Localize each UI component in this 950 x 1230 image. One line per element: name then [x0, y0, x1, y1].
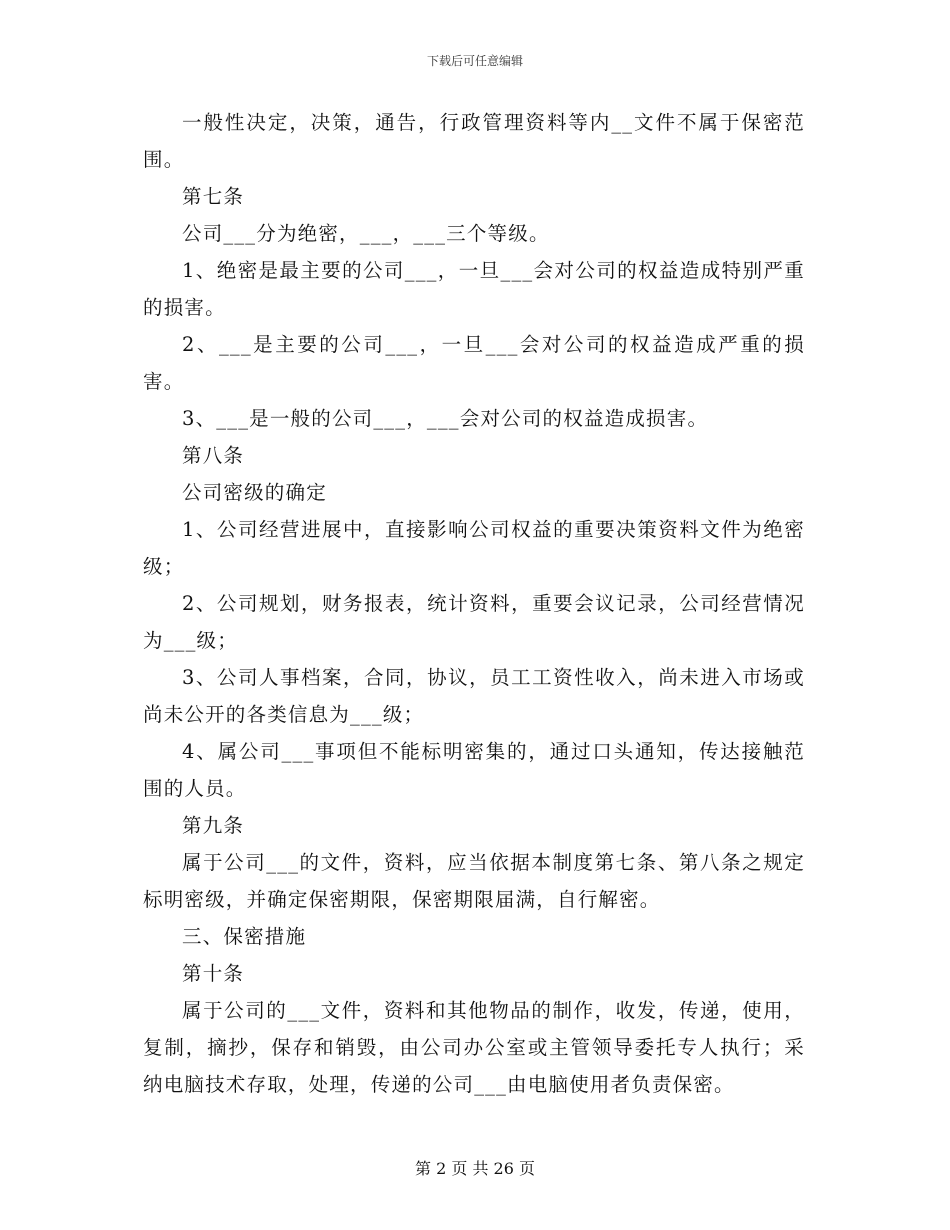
article-9-heading: 第九条: [182, 814, 245, 837]
list-item: 3、___是一般的公司___，___会对公司的权益造成损害。: [182, 407, 709, 430]
paragraph: 公司___分为绝密，___，___三个等级。: [182, 222, 550, 245]
list-item: 1、公司经营进展中，直接影响公司权益的重要决策资料文件为绝密级；: [143, 518, 805, 578]
list-item: 3、公司人事档案，合同，协议，员工工资性收入，尚未进入市场或尚未公开的各类信息为___级；: [143, 666, 805, 726]
article-10-heading: 第十条: [182, 962, 245, 985]
list-item: 4、属公司___事项但不能标明密集的，通过口头通知，传达接触范围的人员。: [143, 740, 805, 800]
list-item: 2、___是主要的公司___，一旦___会对公司的权益造成严重的损害。: [143, 333, 805, 393]
paragraph: 属于公司的___文件，资料和其他物品的制作，收发，传递，使用，复制，摘抄，保存和销毁，由公司办公室或主管领导委托专人执行；采纳电脑技术存取，处理，传递的公司___由电脑使用者负责保密。: [143, 999, 805, 1096]
article-7-heading: 第七条: [182, 185, 245, 208]
list-item: 2、公司规划，财务报表，统计资料，重要会议记录，公司经营情况为___级；: [143, 592, 805, 652]
section-subtitle: 公司密级的确定: [182, 481, 327, 504]
page-header-note: 下载后可任意编辑: [426, 54, 523, 68]
article-8-heading: 第八条: [182, 444, 245, 467]
section-heading: 三、保密措施: [182, 925, 307, 948]
document-body: [143, 104, 805, 1103]
list-item: 1、绝密是最主要的公司___，一旦___会对公司的权益造成特别严重的损害。: [143, 259, 805, 319]
paragraph: 属于公司___的文件，资料，应当依据本制度第七条、第八条之规定标明密级，并确定保密期限，保密期限届满，自行解密。: [143, 851, 805, 911]
paragraph-scope: 一般性决定，决策，通告，行政管理资料等内__文件不属于保密范围。: [143, 111, 805, 171]
page-number: 第 2 页 共 26 页: [415, 1159, 535, 1178]
